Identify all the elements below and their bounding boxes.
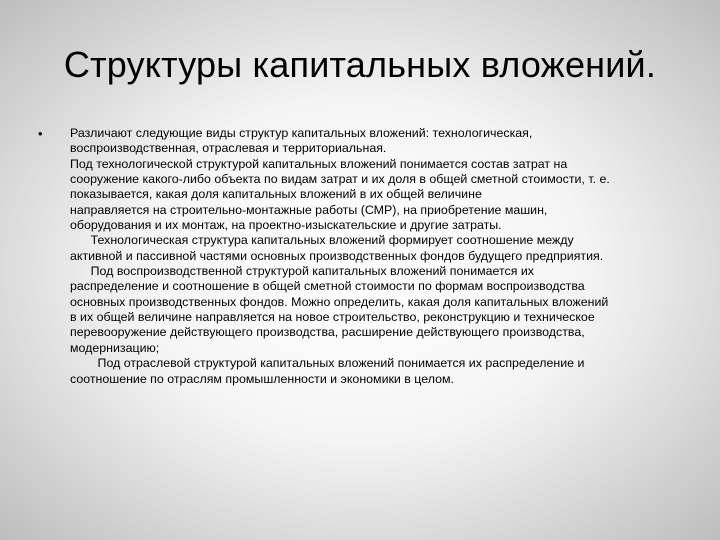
text-line: распределение и соотношение в общей сметной стоимости по формам воспроизводства — [70, 279, 585, 294]
text-line: сооружение какого-либо объекта по видам затрат и их доля в общей сметной стоимости, т. е. — [70, 172, 610, 187]
bullet-text — [70, 126, 678, 387]
text-line: модернизацию; — [70, 340, 160, 355]
bullet-item — [38, 126, 678, 387]
text-line: направляется на строительно-монтажные работы (СМР), на приобретение машин, — [70, 202, 548, 217]
text-line: Под воспроизводственной структурой капитальных вложений понимается их — [70, 264, 535, 279]
text-line: Различают следующие виды структур капитальных вложений: технологическая, — [70, 126, 533, 140]
text-line: в их общей величине направляется на новое строительство, реконструкцию и техническое — [70, 310, 595, 325]
slide-content — [38, 126, 678, 387]
text-line: показывается, какая доля капитальных вложений в их общей величине — [70, 187, 482, 202]
slide-title: Структуры капитальных вложений. — [63, 44, 657, 85]
text-line: Технологическая структура капитальных вложений формирует соотношение между — [70, 233, 574, 248]
text-line: перевооружение действующего производства, расширение действующего производства, — [70, 325, 585, 340]
text-line: основных производственных фондов. Можно определить, какая доля капитальных вложений — [70, 294, 609, 309]
bullet-marker: • — [38, 126, 43, 141]
text-line: Под технологической структурой капитальных вложений понимается состав затрат на — [70, 156, 568, 171]
text-line: оборудования и их монтаж, на проектно-изыскательские и другие затраты. — [70, 218, 502, 233]
text-line: Под отраслевой структурой капитальных вложений понимается их распределение и — [70, 356, 585, 371]
text-line: соотношение по отраслям промышленности и экономики в целом. — [70, 371, 454, 386]
text-line: активной и пассивной частями основных производственных фондов будущего предприятия. — [70, 248, 604, 263]
text-line: воспроизводственная, отраслевая и территориальная. — [70, 141, 387, 156]
